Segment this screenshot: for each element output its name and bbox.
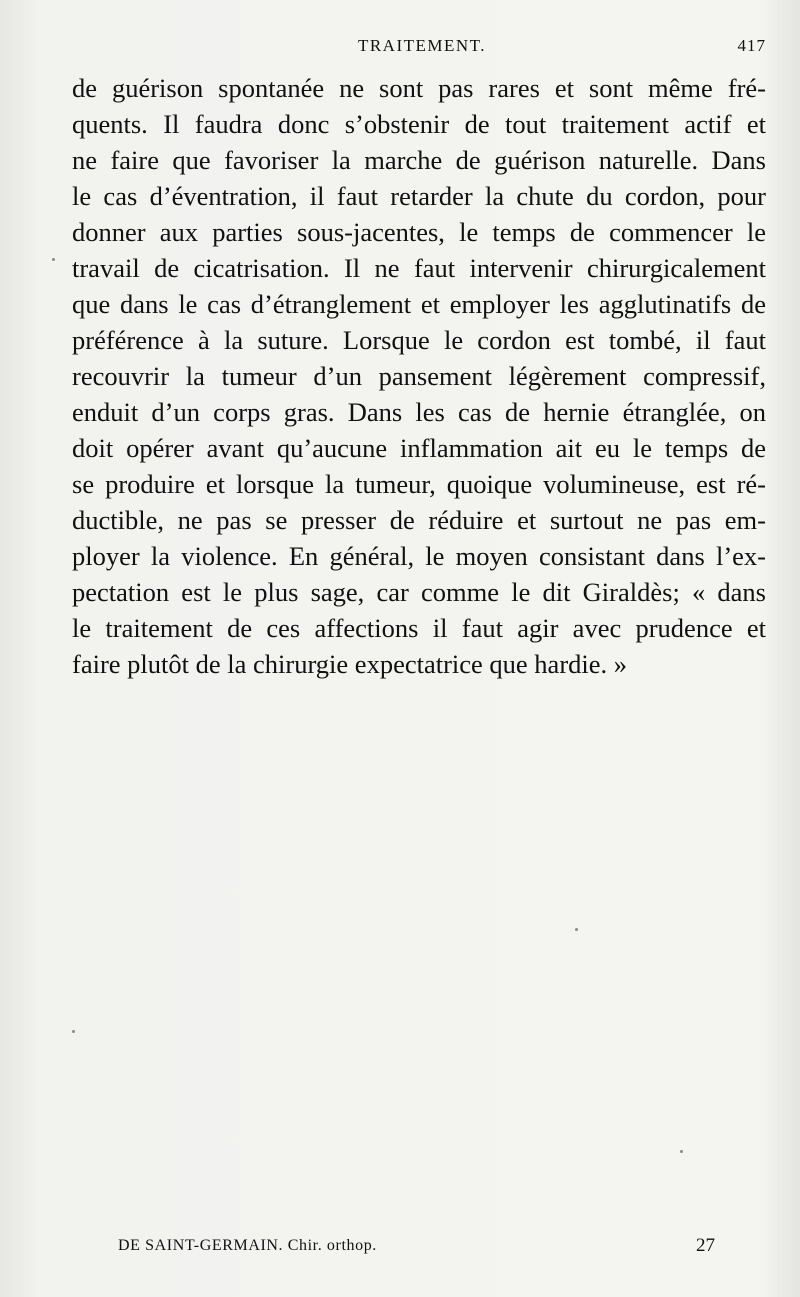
text-line: de guérison spontanée ne sont pas rares et sont même fré- (72, 73, 766, 103)
running-title: TRAITEMENT. (357, 36, 487, 55)
signature-number: 27 (696, 1235, 715, 1256)
text-line: ne faire que favoriser la marche de guérison naturelle. Dans (72, 145, 766, 175)
text-line: travail de cicatrisation. Il ne faut intervenir chirurgicalement (72, 253, 766, 283)
paper-speck (680, 1150, 683, 1153)
text-line: le cas d’éventration, il faut retarder la chute du cordon, pour (72, 181, 766, 211)
printer-signature: DE SAINT-GERMAIN. Chir. orthop. (118, 1237, 377, 1254)
text-line: enduit d’un corps gras. Dans les cas de hernie étranglée, on (72, 397, 766, 427)
text-line: quents. Il faudra donc s’obstenir de tout traitement actif et (72, 109, 766, 139)
page-footer (100, 1237, 715, 1261)
text-line: faire plutôt de la chirurgie expectatrice que hardie. » (72, 649, 628, 679)
text-line: ductible, ne pas se presser de réduire et surtout ne pas em- (72, 505, 766, 535)
text-line: doit opérer avant qu’aucune inflammation ait eu le temps de (72, 433, 766, 463)
page-header (72, 36, 772, 58)
text-line: le traitement de ces affections il faut agir avec prudence et (72, 613, 766, 643)
text-line: donner aux parties sous-jacentes, le temps de commencer le (72, 217, 766, 247)
paper-speck (52, 258, 55, 261)
text-line: préférence à la suture. Lorsque le cordon est tombé, il faut (72, 325, 766, 355)
show-through-text (60, 690, 760, 1250)
text-line: ployer la violence. En général, le moyen consistant dans l’ex- (72, 541, 766, 571)
page-number: 417 (737, 36, 766, 55)
text-line: se produire et lorsque la tumeur, quoique volumineuse, est ré- (72, 469, 766, 499)
paper-speck (575, 928, 578, 931)
text-line: pectation est le plus sage, car comme le dit Giraldès; « dans (72, 577, 766, 607)
paper-speck (72, 1030, 75, 1033)
body-text (72, 70, 766, 682)
text-line: recouvrir la tumeur d’un pansement légèrement compressif, (72, 361, 766, 391)
text-line: que dans le cas d’étranglement et employer les agglutinatifs de (72, 289, 766, 319)
